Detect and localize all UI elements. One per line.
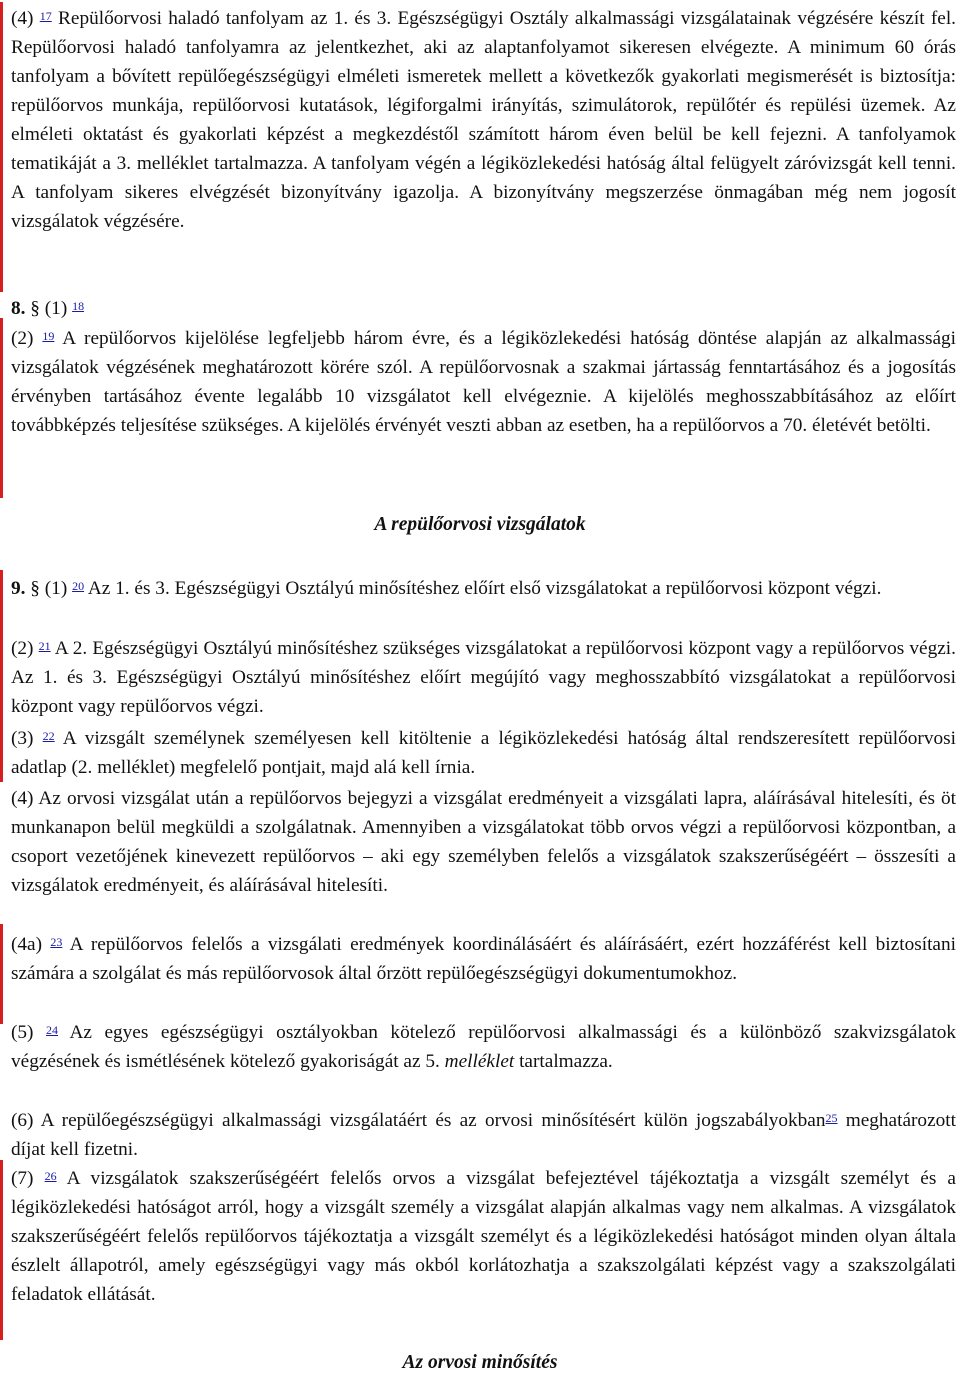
paragraph-9-7 <box>11 1164 956 1309</box>
paragraph-9-4 <box>11 784 956 900</box>
paragraph-9-2 <box>11 634 956 721</box>
section-paragraph: § (1) <box>30 298 68 319</box>
paragraph-text: A 2. Egészségügyi Osztályú minősítéshez szükséges vizsgálatokat a repülőorvosi központ vagy a repülőorvos végzi. Az 1. és 3. Egészségügyi Osztályú minősítéshez előírt megújító vagy meghosszabbító vizsgálatokat a repülőorvosi központ vagy repülőorvos végzi. <box>11 638 956 717</box>
paragraph-9-4a <box>11 930 956 988</box>
footnote-link[interactable]: 21 <box>38 639 51 653</box>
change-bar <box>0 1160 3 1340</box>
paragraph-text: tartalmazza. <box>514 1051 613 1072</box>
paragraph-9-3 <box>11 724 956 782</box>
section-heading: A repülőorvosi vizsgálatok <box>374 514 586 535</box>
paragraph-number: (2) <box>11 638 34 659</box>
change-bar <box>0 2 3 292</box>
paragraph-number: (2) <box>11 328 34 349</box>
paragraph-text: Az 1. és 3. Egészségügyi Osztályú minősítéshez előírt első vizsgálatokat a repülőorvosi központ végzi. <box>87 578 882 599</box>
section-number: 9. <box>11 578 26 599</box>
paragraph-9-6 <box>11 1106 956 1164</box>
paragraph-text: meghatározott díjat kell fizetni. <box>11 1110 956 1160</box>
footnote-link[interactable]: 26 <box>44 1169 57 1183</box>
annex-reference: melléklet <box>444 1051 515 1072</box>
footnote-link[interactable]: 18 <box>72 299 85 313</box>
paragraph-number: (5) <box>11 1022 34 1043</box>
paragraph-text: (6) A repülőegészségügyi alkalmassági vizsgálatáért és az orvosi minősítésért külön jogszabályokban <box>11 1110 826 1131</box>
change-bar <box>0 924 3 1024</box>
footnote-link[interactable]: 22 <box>42 729 55 743</box>
paragraph-9-5 <box>11 1018 956 1076</box>
paragraph-text: (4) Az orvosi vizsgálat után a repülőorvos bejegyzi a vizsgálat eredményeit a vizsgálati lapra, aláírásával hitelesíti, és öt munkanapon belül megküldi a szolgálatnak. Amennyiben a vizsgálatokat több orvos végzi a repülőorvosi központban, a csoport vezetőjének kinevezett repülőorvos – aki egy személyben felelős a vizsgálatok szakszerűségéért – összesíti a vizsgálatok eredményeit, és aláírásával hitelesíti. <box>11 788 956 896</box>
paragraph-number: (4) <box>11 8 34 29</box>
change-bar <box>0 570 3 782</box>
footnote-link[interactable]: 20 <box>72 579 85 593</box>
paragraph-text: Az egyes egészségügyi osztályokban kötelező repülőorvosi alkalmassági és a különböző szakvizsgálatok végzésének és ismétlésének kötelező gyakoriságát az 5. <box>11 1022 956 1072</box>
paragraph-7-4 <box>11 4 956 236</box>
footnote-link[interactable]: 19 <box>42 329 55 343</box>
section-8-heading <box>11 294 956 323</box>
paragraph-text: A repülőorvos felelős a vizsgálati eredmények koordinálásáért és aláírásáért, ezért hozzáférést kell biztosítani számára a szolgálat és más repülőorvosok által őrzött repülőegészségügyi dokumentumokhoz. <box>11 934 956 984</box>
paragraph-number: (7) <box>11 1168 34 1189</box>
section-number: 8. <box>11 298 26 319</box>
footnote-link[interactable]: 24 <box>46 1023 58 1037</box>
paragraph-number: (3) <box>11 728 34 749</box>
paragraph-text: Repülőorvosi haladó tanfolyam az 1. és 3. Egészségügyi Osztály alkalmassági vizsgálatainak végzésére készít fel. Repülőorvosi haladó tanfolyamra az jelentkezhet, aki az alaptanfolyamot sikeresen elvégezte. A minimum 60 órás tanfolyam a bővített repülőegészségügyi elméleti ismeretek mellett a következők gyakorlati megismerését is biztosítja: repülőorvos munkája, repülőorvosi kutatások, légiforgalmi irányítás, szimulátorok, repülőtér és repülési üzemek. Az elméleti oktatást és gyakorlati képzést a megkezdéstől számított három éven belül be kell fejezni. A tanfolyamok tematikáját a 3. melléklet tartalmazza. A tanfolyam végén a légiközlekedési hatóság által felügyelt záróvizsgát kell tenni. A tanfolyam sikeres elvégzését bizonyítvány igazolja. A bizonyítvány megszerzése önmagában még nem jogosít vizsgálatok végzésére. <box>11 8 956 232</box>
section-heading: Az orvosi minősítés <box>402 1352 558 1373</box>
paragraph-8-2 <box>11 324 956 440</box>
footnote-link[interactable]: 25 <box>825 1111 838 1125</box>
paragraph-text: A vizsgálatok szakszerűségéért felelős orvos a vizsgálat befejeztével tájékoztatja a vizsgált személyt és a légiközlekedési hatóságot arról, hogy a vizsgált személy a vizsgálat alapján alkalmas vagy nem alkalmas. A vizsgálatok szakszerűségéért felelős repülőorvos tájékoztatja a vizsgált személyt és a légiközlekedési hatóságot minden olyan általa észlelt állapotról, amely egészségügyi vagy más okból korlátozhatja a szakszolgálati képzést vagy a szakszolgálati feladatok ellátását. <box>11 1168 956 1305</box>
section-paragraph: § (1) <box>30 578 68 599</box>
footnote-link[interactable]: 17 <box>39 9 52 23</box>
paragraph-text: A repülőorvos kijelölése legfeljebb három évre, és a légiközlekedési hatóság döntése alapján az alkalmassági vizsgálatok végzésének meghatározott körére szól. A repülőorvosnak a szakmai jártasság fenntartásához és a jogosítás érvényben tartásához évente legalább 10 vizsgálatot kell elvégeznie. A kijelölés meghosszabbításához az előírt továbbképzés teljesítése szükséges. A kijelölés érvényét veszti abban az esetben, ha a repülőorvos a 70. életévét betölti. <box>11 328 956 436</box>
change-bar <box>0 318 3 498</box>
footnote-link[interactable]: 23 <box>50 935 63 949</box>
paragraph-9-1 <box>11 574 956 603</box>
paragraph-text: A vizsgált személynek személyesen kell kitöltenie a légiközlekedési hatóság által rendszeresített repülőorvosi adatlap (2. melléklet) megfelelő pontjait, majd alá kell írnia. <box>11 728 956 778</box>
paragraph-number: (4a) <box>11 934 43 955</box>
